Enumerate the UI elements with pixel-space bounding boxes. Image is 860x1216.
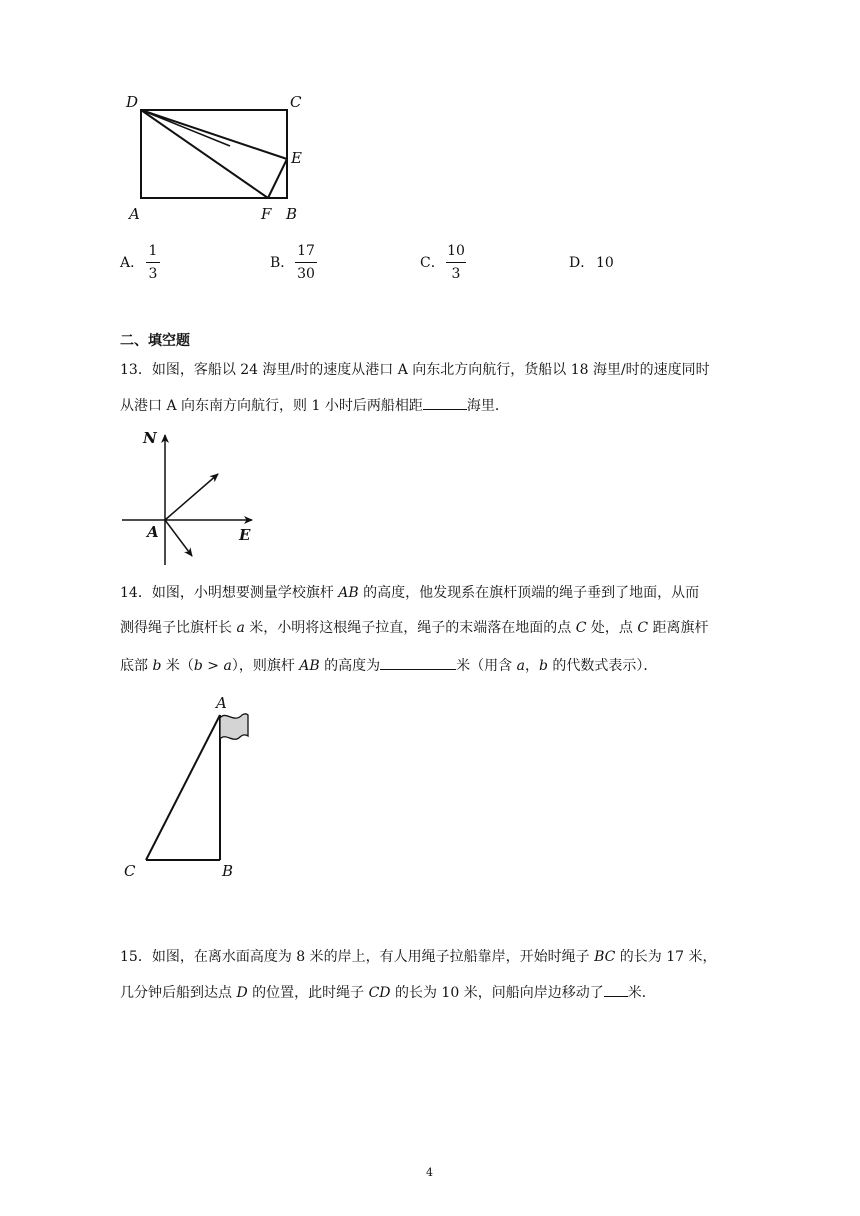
q14-text: 测得绳子比旗杆长 — [120, 620, 237, 636]
option-c-numerator: 10 — [447, 243, 465, 259]
label-D: D — [126, 93, 139, 111]
q14-text: 米（用含 — [456, 658, 517, 674]
label-F: F — [261, 205, 272, 223]
label-E13: E — [239, 526, 251, 544]
label-A: A — [129, 205, 140, 223]
option-a-letter: A． — [120, 255, 145, 271]
q14-text: 的高度，他发现系在旗杆顶端的绳子垂到了地面，从而 — [358, 585, 700, 601]
q15-var: CD — [368, 985, 391, 1001]
option-d-letter: D． — [569, 255, 595, 271]
label-C14: C — [124, 862, 136, 880]
q13-line1: 13．如图，客船以 24 海里/时的速度从港口 A 向东北方向航行，货船以 18 海里/时的速度同时 — [120, 362, 710, 378]
q14-text: 处，点 — [586, 620, 638, 636]
q15-answer-blank[interactable] — [604, 982, 628, 997]
q14-var: AB — [299, 658, 320, 674]
option-b-fraction — [295, 242, 317, 283]
option-a-numerator: 1 — [148, 243, 158, 259]
q15-line1 — [120, 947, 717, 967]
q13-line2-unit: 海里． — [466, 398, 509, 414]
q14-text: ），则旗杆 — [231, 658, 300, 674]
option-b-letter: B． — [270, 255, 295, 271]
q14-var: b — [152, 658, 162, 674]
section-title: 二、填空题 — [120, 333, 190, 349]
q14-text: ， — [524, 658, 539, 674]
q14-text: 的代数式表示）． — [547, 658, 658, 674]
q14-line3 — [120, 655, 657, 676]
q14-text: 14．如图，小明想要测量学校旗杆 — [120, 585, 339, 601]
q14-inequality: b > a — [193, 658, 232, 674]
q14-var: a — [516, 658, 525, 674]
option-a-denominator: 3 — [148, 266, 158, 282]
option-b-denominator: 30 — [297, 266, 315, 282]
label-C: C — [290, 93, 302, 111]
q14-var: AB — [338, 585, 359, 601]
q14-text: 距离旗杆 — [648, 620, 709, 636]
q14-answer-blank[interactable] — [380, 655, 456, 670]
label-B14: B — [222, 862, 234, 880]
option-c-letter: C． — [420, 255, 445, 271]
q15-text: 米． — [627, 985, 656, 1001]
option-d-value: 10 — [596, 255, 614, 271]
label-A13: A — [147, 523, 159, 541]
q15-text: 的长为 10 米，问船向岸边移动了 — [390, 985, 604, 1001]
q14-text: 底部 — [120, 658, 153, 674]
label-A14: A — [216, 694, 227, 712]
label-E: E — [291, 149, 302, 167]
q14-var: b — [538, 658, 548, 674]
label-B: B — [286, 205, 298, 223]
q14-var: C — [575, 620, 587, 636]
q15-text: 的位置，此时绳子 — [247, 985, 369, 1001]
option-c-denominator: 3 — [451, 266, 461, 282]
option-b-numerator: 17 — [297, 243, 315, 259]
compass-figure — [118, 425, 263, 570]
page-number: 4 — [426, 1166, 433, 1179]
flagpole-figure — [118, 688, 258, 888]
q15-text: 的长为 17 米， — [615, 949, 717, 965]
option-c-fraction — [446, 242, 466, 283]
q14-text: 米，小明将这根绳子拉直，绳子的末端落在地面的点 — [244, 620, 576, 636]
q14-line2 — [120, 618, 709, 638]
q15-line2 — [120, 982, 656, 1003]
q15-text: 15．如图，在离水面高度为 8 米的岸上，有人用绳子拉船靠岸，开始时绳子 — [120, 949, 595, 965]
q14-var: C — [637, 620, 649, 636]
q13-answer-blank[interactable] — [423, 395, 467, 410]
q14-line1 — [120, 583, 699, 603]
q13-line2-text: 从港口 A 向东南方向航行，则 1 小时后两船相距 — [120, 398, 423, 414]
q14-text: 的高度为 — [319, 658, 381, 674]
q14-var: a — [236, 620, 245, 636]
label-N: N — [143, 429, 157, 447]
flag-icon — [220, 714, 248, 739]
option-a-fraction — [146, 242, 160, 283]
q15-var: BC — [594, 949, 616, 965]
rectangle-figure — [120, 88, 320, 228]
q13-line2 — [120, 395, 509, 416]
q14-text: 米（ — [161, 658, 194, 674]
q15-var: D — [236, 985, 248, 1001]
q15-text: 几分钟后船到达点 — [120, 985, 237, 1001]
